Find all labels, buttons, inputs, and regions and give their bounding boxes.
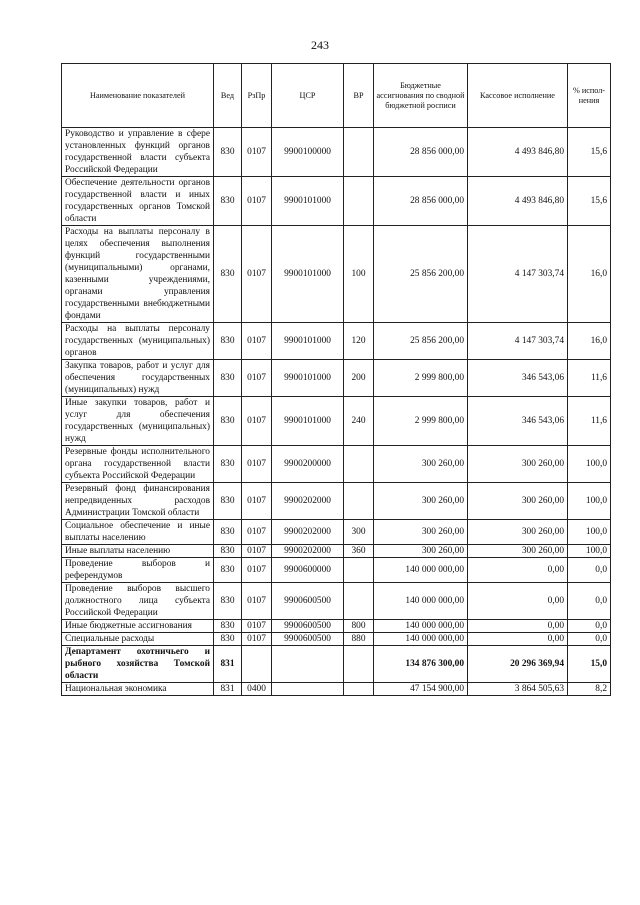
cell-cash: 20 296 369,94 [468, 646, 568, 683]
cell-pct: 16,0 [568, 226, 611, 323]
cell-cash: 346 543,06 [468, 397, 568, 446]
cell-cash: 300 260,00 [468, 545, 568, 558]
cell-budget: 25 856 200,00 [374, 226, 468, 323]
cell-name: Иные выплаты населению [62, 545, 214, 558]
cell-vr [344, 558, 374, 583]
cell-cash: 0,00 [468, 558, 568, 583]
cell-ved: 830 [214, 397, 242, 446]
cell-budget: 300 260,00 [374, 446, 468, 483]
cell-cash: 3 864 505,63 [468, 683, 568, 696]
cell-ved: 830 [214, 620, 242, 633]
cell-rzpr: 0107 [242, 633, 272, 646]
cell-budget: 28 856 000,00 [374, 128, 468, 177]
cell-rzpr: 0107 [242, 545, 272, 558]
cell-rzpr: 0107 [242, 323, 272, 360]
cell-pct: 100,0 [568, 520, 611, 545]
cell-budget: 140 000 000,00 [374, 633, 468, 646]
table-row [62, 483, 611, 520]
cell-csr: 9900101000 [272, 226, 344, 323]
cell-cash: 300 260,00 [468, 483, 568, 520]
cell-budget: 25 856 200,00 [374, 323, 468, 360]
cell-cash: 0,00 [468, 583, 568, 620]
cell-csr: 9900200000 [272, 446, 344, 483]
table-header-row [62, 64, 611, 128]
cell-name: Резервные фонды исполнительного органа государственной власти субъекта Российской Федерации [62, 446, 214, 483]
cell-ved: 830 [214, 177, 242, 226]
cell-ved: 830 [214, 323, 242, 360]
cell-pct: 8,2 [568, 683, 611, 696]
cell-ved: 830 [214, 633, 242, 646]
cell-rzpr: 0107 [242, 620, 272, 633]
cell-rzpr: 0107 [242, 226, 272, 323]
cell-vr: 300 [344, 520, 374, 545]
table-row [62, 583, 611, 620]
table-row [62, 633, 611, 646]
cell-csr: 9900600500 [272, 583, 344, 620]
cell-vr [344, 646, 374, 683]
cell-rzpr: 0107 [242, 558, 272, 583]
table-row [62, 177, 611, 226]
cell-vr: 240 [344, 397, 374, 446]
cell-csr: 9900101000 [272, 323, 344, 360]
cell-rzpr: 0107 [242, 397, 272, 446]
cell-pct: 0,0 [568, 620, 611, 633]
cell-name: Иные закупки товаров, работ и услуг для обеспечения государственных (муниципальных) нужд [62, 397, 214, 446]
cell-ved: 830 [214, 483, 242, 520]
cell-vr: 120 [344, 323, 374, 360]
cell-name: Резервный фонд финансирования непредвиденных расходов Администрации Томской области [62, 483, 214, 520]
cell-budget: 300 260,00 [374, 520, 468, 545]
table-row [62, 558, 611, 583]
cell-budget: 140 000 000,00 [374, 558, 468, 583]
cell-csr: 9900202000 [272, 483, 344, 520]
cell-name: Специальные расходы [62, 633, 214, 646]
table-row [62, 226, 611, 323]
table-row [62, 520, 611, 545]
cell-ved: 831 [214, 646, 242, 683]
cell-ved: 830 [214, 520, 242, 545]
cell-csr: 9900202000 [272, 545, 344, 558]
cell-pct: 0,0 [568, 633, 611, 646]
cell-name: Проведение выборов и референдумов [62, 558, 214, 583]
col-header-csr: ЦСР [272, 64, 344, 128]
cell-csr: 9900600000 [272, 558, 344, 583]
cell-vr [344, 128, 374, 177]
table-row [62, 323, 611, 360]
cell-pct: 100,0 [568, 545, 611, 558]
cell-cash: 4 493 846,80 [468, 177, 568, 226]
cell-cash: 300 260,00 [468, 520, 568, 545]
table-row [62, 683, 611, 696]
cell-budget: 28 856 000,00 [374, 177, 468, 226]
col-header-name: Наименование показателей [62, 64, 214, 128]
col-header-budget: Бюджетные ассигнования по сводной бюджетной росписи [374, 64, 468, 128]
cell-vr [344, 683, 374, 696]
cell-csr: 9900101000 [272, 397, 344, 446]
cell-pct: 100,0 [568, 446, 611, 483]
table-row [62, 620, 611, 633]
cell-name: Департамент охотничьего и рыбного хозяйства Томской области [62, 646, 214, 683]
col-header-pct: % испол-нения [568, 64, 611, 128]
cell-vr: 100 [344, 226, 374, 323]
cell-rzpr: 0107 [242, 446, 272, 483]
cell-csr: 9900600500 [272, 633, 344, 646]
cell-ved: 830 [214, 128, 242, 177]
cell-vr: 360 [344, 545, 374, 558]
cell-name: Расходы на выплаты персоналу в целях обеспечения выполнения функций государственными (муниципальными) органами, казенными учреждениями, органами управления государственными внебюджетными фондами [62, 226, 214, 323]
cell-csr [272, 683, 344, 696]
cell-cash: 4 493 846,80 [468, 128, 568, 177]
col-header-cash: Кассовое исполнение [468, 64, 568, 128]
cell-budget: 2 999 800,00 [374, 360, 468, 397]
table-body [62, 128, 611, 696]
cell-name: Обеспечение деятельности органов государственной власти и иных государственных органов Томской области [62, 177, 214, 226]
cell-pct: 0,0 [568, 558, 611, 583]
cell-vr: 800 [344, 620, 374, 633]
table-row [62, 446, 611, 483]
cell-csr: 9900202000 [272, 520, 344, 545]
cell-vr [344, 446, 374, 483]
cell-csr: 9900101000 [272, 177, 344, 226]
cell-budget: 140 000 000,00 [374, 620, 468, 633]
table-row [62, 646, 611, 683]
cell-name: Иные бюджетные ассигнования [62, 620, 214, 633]
cell-ved: 830 [214, 558, 242, 583]
cell-name: Расходы на выплаты персоналу государственных (муниципальных) органов [62, 323, 214, 360]
cell-rzpr: 0107 [242, 128, 272, 177]
cell-name: Проведение выборов высшего должностного лица субъекта Российской Федерации [62, 583, 214, 620]
cell-pct: 100,0 [568, 483, 611, 520]
cell-budget: 47 154 900,00 [374, 683, 468, 696]
cell-budget: 300 260,00 [374, 545, 468, 558]
cell-name: Национальная экономика [62, 683, 214, 696]
cell-ved: 830 [214, 583, 242, 620]
cell-vr: 200 [344, 360, 374, 397]
col-header-vr: ВР [344, 64, 374, 128]
cell-name: Социальное обеспечение и иные выплаты населению [62, 520, 214, 545]
cell-ved: 831 [214, 683, 242, 696]
cell-budget: 134 876 300,00 [374, 646, 468, 683]
cell-name: Закупка товаров, работ и услуг для обеспечения государственных (муниципальных) нужд [62, 360, 214, 397]
cell-csr: 9900600500 [272, 620, 344, 633]
cell-ved: 830 [214, 226, 242, 323]
cell-pct: 11,6 [568, 360, 611, 397]
cell-rzpr [242, 646, 272, 683]
cell-pct: 15,6 [568, 177, 611, 226]
cell-rzpr: 0107 [242, 483, 272, 520]
cell-name: Руководство и управление в сфере установленных функций органов государственной власти субъекта Российской Федерации [62, 128, 214, 177]
cell-vr: 880 [344, 633, 374, 646]
budget-table [61, 63, 611, 696]
cell-budget: 300 260,00 [374, 483, 468, 520]
cell-budget: 2 999 800,00 [374, 397, 468, 446]
cell-csr [272, 646, 344, 683]
cell-csr: 9900101000 [272, 360, 344, 397]
cell-rzpr: 0107 [242, 520, 272, 545]
cell-ved: 830 [214, 545, 242, 558]
cell-rzpr: 0107 [242, 583, 272, 620]
table-row [62, 128, 611, 177]
cell-cash: 0,00 [468, 633, 568, 646]
table-row [62, 545, 611, 558]
page-number: 243 [311, 38, 329, 52]
cell-ved: 830 [214, 360, 242, 397]
cell-cash: 346 543,06 [468, 360, 568, 397]
cell-vr [344, 583, 374, 620]
cell-cash: 4 147 303,74 [468, 323, 568, 360]
cell-rzpr: 0400 [242, 683, 272, 696]
cell-pct: 11,6 [568, 397, 611, 446]
cell-vr [344, 177, 374, 226]
cell-pct: 0,0 [568, 583, 611, 620]
cell-pct: 15,6 [568, 128, 611, 177]
table-row [62, 360, 611, 397]
cell-csr: 9900100000 [272, 128, 344, 177]
cell-vr [344, 483, 374, 520]
cell-pct: 15,0 [568, 646, 611, 683]
cell-rzpr: 0107 [242, 177, 272, 226]
cell-budget: 140 000 000,00 [374, 583, 468, 620]
cell-cash: 300 260,00 [468, 446, 568, 483]
table-row [62, 397, 611, 446]
cell-rzpr: 0107 [242, 360, 272, 397]
cell-pct: 16,0 [568, 323, 611, 360]
cell-cash: 4 147 303,74 [468, 226, 568, 323]
cell-ved: 830 [214, 446, 242, 483]
col-header-ved: Вед [214, 64, 242, 128]
cell-cash: 0,00 [468, 620, 568, 633]
col-header-rzpr: РзПр [242, 64, 272, 128]
